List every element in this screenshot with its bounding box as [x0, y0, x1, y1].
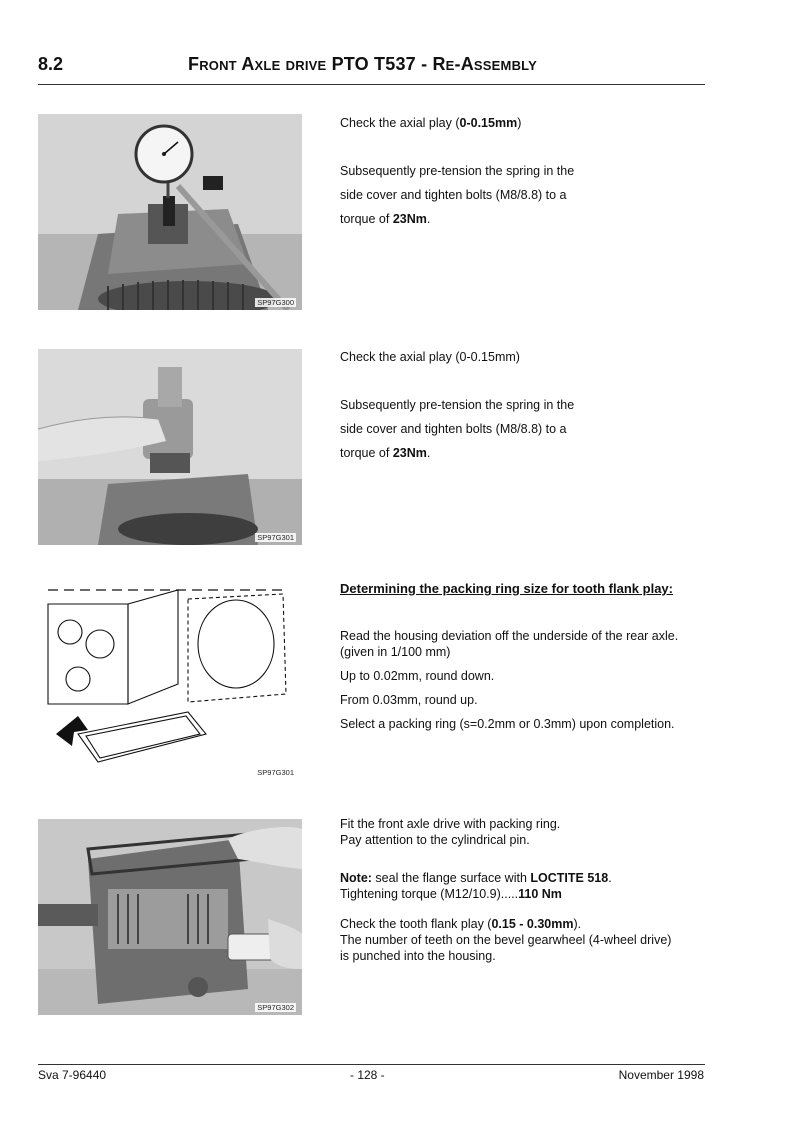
tooth-flank-check: Check the tooth flank play (0.15 - 0.30mm). [340, 917, 582, 931]
packing-ring-heading: Determining the packing ring size for tooth flank play: [340, 581, 673, 596]
axial-play-line: Check the axial play (0-0.15mm) [340, 350, 520, 364]
loctite-note: Note: seal the flange surface with LOCTITE 518. [340, 871, 612, 885]
pretension-line-3: torque of 23Nm. [340, 446, 431, 460]
photo-side-cover [38, 349, 302, 545]
fit-drive-line-1: Fit the front axle drive with packing ring. [340, 817, 561, 831]
side-cover-illustration [38, 349, 302, 545]
drawing-housing [38, 584, 302, 780]
housing-deviation-text: Read the housing deviation off the underside of the rear axle. (given in 1/100 mm) [340, 629, 679, 659]
footer-date: November 1998 [618, 1068, 704, 1082]
housing-line-drawing [38, 584, 302, 780]
axial-play-line: Check the axial play (0-0.15mm) [340, 116, 522, 130]
front-axle-drive-illustration [38, 819, 302, 1015]
header-divider [38, 84, 705, 85]
figure-code: SP97G300 [257, 298, 294, 307]
pretension-line-1: Subsequently pre-tension the spring in the [340, 164, 575, 178]
block-4-text [340, 816, 706, 964]
pretension-line-3: torque of 23Nm. [340, 212, 431, 226]
footer-divider [38, 1064, 705, 1065]
footer-doc-number: Sva 7-96440 [38, 1068, 107, 1082]
section-number: 8.2 [38, 54, 64, 74]
fit-drive-line-2: Pay attention to the cylindrical pin. [340, 833, 530, 847]
figure-code: SP97G301 [257, 533, 294, 542]
pretension-line-1: Subsequently pre-tension the spring in the [340, 398, 575, 412]
dial-gauge-illustration [38, 114, 302, 310]
block-1-text [340, 111, 706, 231]
pretension-line-2: side cover and tighten bolts (M8/8.8) to a [340, 422, 567, 436]
figure-code: SP97G301 [257, 768, 294, 777]
packing-ring-select-text: Select a packing ring (s=0.2mm or 0.3mm) upon completion. [340, 717, 675, 731]
bevel-teeth-line-2: is punched into the housing. [340, 949, 496, 963]
round-down-text: Up to 0.02mm, round down. [340, 669, 495, 683]
block-2-text [340, 345, 706, 465]
block-3-text [340, 580, 704, 732]
page-title: Front Axle drive PTO T537 - Re-Assembly [188, 54, 537, 74]
round-up-text: From 0.03mm, round up. [340, 693, 478, 707]
photo-front-axle-drive [38, 819, 302, 1015]
footer-page-number: - 128 - [350, 1068, 385, 1082]
bevel-teeth-line-1: The number of teeth on the bevel gearwheel (4-wheel drive) [340, 933, 672, 947]
photo-dial-gauge [38, 114, 302, 310]
figure-code: SP97G302 [257, 1003, 294, 1012]
tightening-torque: Tightening torque (M12/10.9).....110 Nm [340, 887, 562, 901]
pretension-line-2: side cover and tighten bolts (M8/8.8) to a [340, 188, 567, 202]
